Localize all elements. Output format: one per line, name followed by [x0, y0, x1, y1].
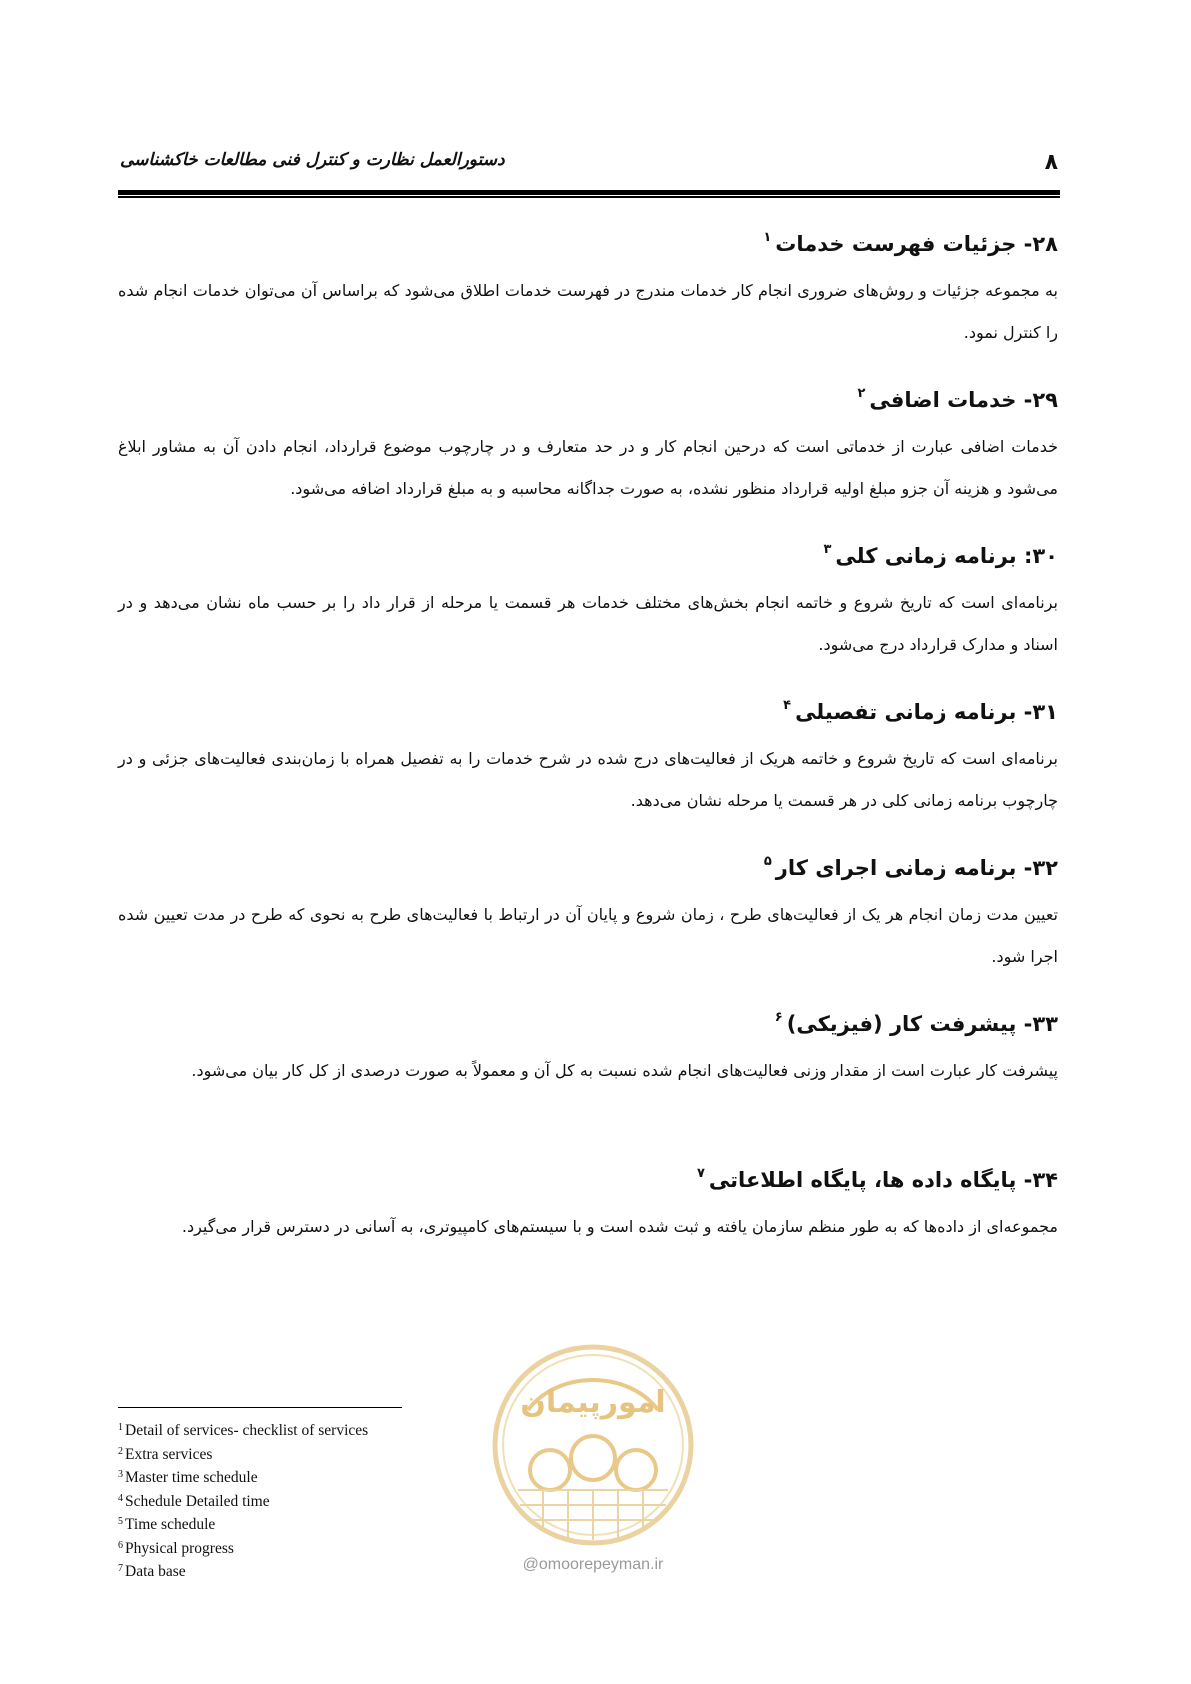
page-number: ۸ [1044, 150, 1058, 175]
section-body: برنامه‌ای است که تاریخ شروع و خاتمه انجام بخش‌های مختلف خدمات هر قسمت یا مرحله از قرار داد را بر حسب ماه نشان می‌دهد و در اسناد و مدارک قرارداد درج می‌شود. [118, 593, 1058, 654]
watermark-logo [488, 1340, 698, 1590]
section-heading: ۳۴- پایگاه داده ها، پایگاه اطلاعاتی$^۷$ [696, 1166, 1058, 1192]
section-33 [118, 996, 1058, 1146]
section-body: به مجموعه جزئیات و روش‌های ضروری انجام کار خدمات مندرج در فهرست خدمات اطلاق می‌شود که براساس آن می‌توان خدمات انجام شده را کنترل نمود. [118, 281, 1058, 342]
watermark-caption: @omoorepeyman.ir [522, 1556, 664, 1573]
section-34 [118, 1152, 1058, 1302]
svg-text:امورپیمان: امورپیمان [520, 1385, 666, 1420]
section-body: برنامه‌ای است که تاریخ شروع و خاتمه هریک از فعالیت‌های درج شده در شرح خدمات را به تفصیل همراه با زمان‌بندی فعالیت‌های جزئی و در چارچوب برنامه زمانی کلی در هر قسمت یا مرحله نشان می‌دهد. [118, 749, 1058, 810]
footnote-marker: ۳ [823, 542, 832, 557]
section-heading: ۲۹- خدمات اضافی$^۲$ [857, 386, 1058, 412]
running-title: دستورالعمل نظارت و کنترل فنی مطالعات خاکشناسی [120, 150, 505, 170]
section-body: تعیین مدت زمان انجام هر یک از فعالیت‌های طرح ، زمان شروع و پایان آن در ارتباط با فعالیت‌های طرح به نحوی که طرح در مدت تعیین شده اجرا شود. [118, 905, 1058, 966]
footnote-item: $^6$ Physical progress [118, 1539, 234, 1557]
footnote-marker: ۲ [857, 386, 866, 401]
page-header [120, 140, 1058, 176]
scale-gear-logo-icon [488, 1340, 698, 1550]
section-30 [118, 528, 1058, 678]
section-heading: ۳۰: برنامه زمانی کلی$^۳$ [823, 542, 1058, 568]
footnotes [118, 1418, 518, 1583]
section-29 [118, 372, 1058, 522]
footnote-item: $^2$ Extra services [118, 1445, 213, 1463]
section-body: مجموعه‌ای از داده‌ها که به طور منظم سازمان یافته و ثبت شده است و با سیستم‌های کامپیوتری، به آسانی در دسترس قرار می‌گیرد. [181, 1217, 1058, 1236]
section-body: خدمات اضافی عبارت از خدماتی است که درحین انجام کار و در حد متعارف و در چارچوب موضوع قرارداد، انجام دادن آن به مشاور ابلاغ می‌شود و هزینه آن جزو مبلغ اولیه قرارداد منظور نشده، به صورت جداگانه محاسبه و به مبلغ قرارداد اضافه می‌شود. [118, 437, 1058, 498]
footnote-item: $^7$ Data base [118, 1563, 186, 1580]
footnote-marker: ۱ [763, 230, 772, 245]
section-heading: ۳۱- برنامه زمانی تفصیلی$^۴$ [783, 698, 1058, 724]
section-31 [118, 684, 1058, 834]
header-rule [118, 190, 1060, 198]
main-content [118, 210, 1058, 1302]
footnote-marker: ۴ [783, 698, 792, 713]
section-28 [118, 216, 1058, 366]
footnote-item: $^1$ Detail of services- checklist of services [118, 1422, 369, 1439]
section-32 [118, 840, 1058, 990]
footnote-item: $^4$ Schedule Detailed time [118, 1492, 270, 1510]
footnote-rule [118, 1407, 402, 1408]
footnote-marker: ۶ [774, 1010, 783, 1025]
footnote-item: $^3$ Master time schedule [118, 1469, 258, 1486]
section-body: پیشرفت کار عبارت است از مقدار وزنی فعالیت‌های انجام شده نسبت به کل آن و معمولاً به صورت درصدی از کل کار بیان می‌شود. [191, 1061, 1058, 1080]
footnote-item: $^5$ Time schedule [118, 1516, 216, 1533]
section-heading: ۳۳- پیشرفت کار (فیزیکی)$^۶$ [774, 1010, 1058, 1036]
footnote-marker: ۷ [696, 1166, 705, 1181]
footnote-marker: ۵ [763, 854, 772, 869]
section-heading: ۲۸- جزئیات فهرست خدمات$^۱$ [763, 230, 1058, 256]
section-heading: ۳۲- برنامه زمانی اجرای کار$^۵$ [763, 854, 1058, 880]
